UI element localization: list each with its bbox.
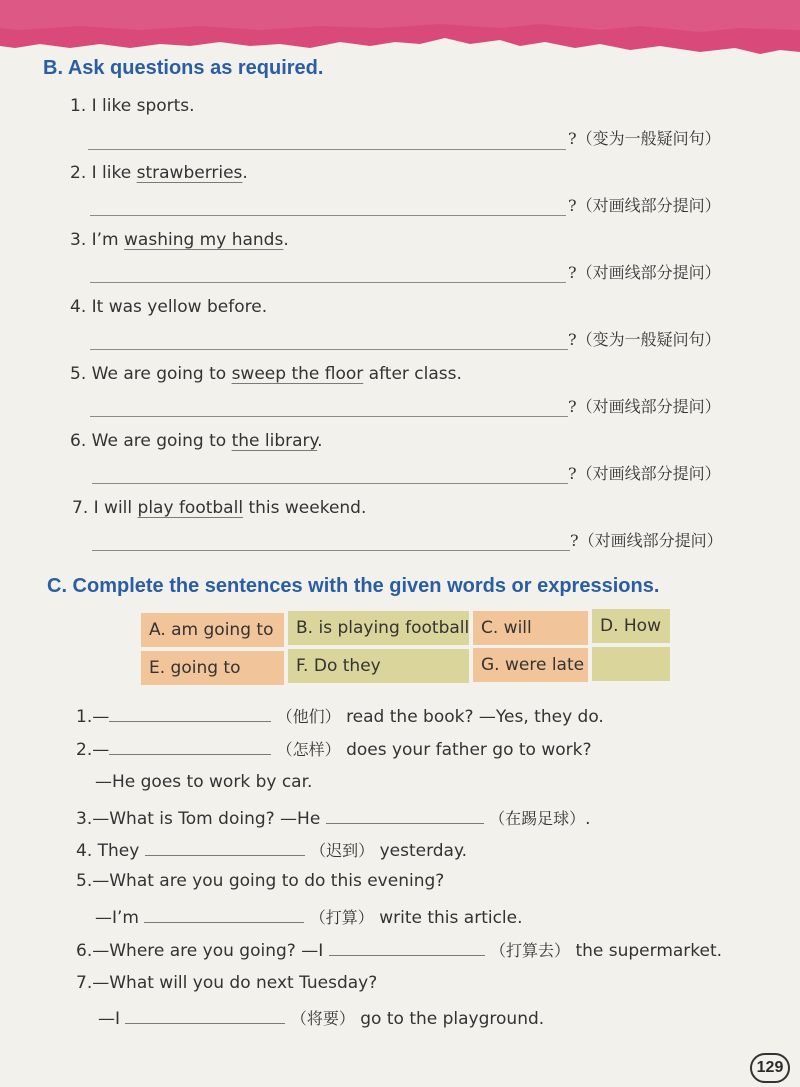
- c-item-4: [76, 838, 467, 861]
- hint-4: ?（变为一般疑问句）: [568, 330, 721, 349]
- item-number: 2.: [70, 163, 87, 183]
- item-number: 7.: [76, 973, 93, 993]
- c-item-7: [76, 973, 377, 993]
- item-text: It was yellow before.: [91, 297, 268, 317]
- item-number: 6.: [76, 941, 93, 961]
- item-text-end: does your father go to work?: [346, 740, 592, 760]
- c-item-3: [76, 806, 591, 829]
- answer-line-3[interactable]: [90, 282, 566, 283]
- item-text: I will: [93, 498, 138, 518]
- underlined-part: washing my hands: [124, 230, 284, 250]
- bank-option-f: F. Do they: [288, 649, 469, 683]
- item-number: 3.: [70, 230, 87, 250]
- b-item-4: [70, 297, 267, 317]
- item-text: I like: [91, 163, 137, 183]
- item-text: I’m: [91, 230, 125, 250]
- item-text-end: this weekend.: [243, 498, 367, 518]
- item-text: —: [92, 707, 110, 727]
- blank-3[interactable]: [326, 822, 484, 824]
- item-text-end: .: [242, 163, 248, 183]
- item-text: —What will you do next Tuesday?: [92, 973, 378, 993]
- chinese-hint: （打算去）: [490, 941, 571, 960]
- underlined-part: play football: [137, 498, 244, 518]
- c-item-2-answer: —He goes to work by car.: [95, 772, 313, 792]
- item-number: 2.: [76, 740, 93, 760]
- item-text-end: read the book? —Yes, they do.: [346, 707, 604, 727]
- item-text: —: [92, 740, 110, 760]
- bank-option-c: C. will: [473, 611, 588, 645]
- page-number: 129: [750, 1053, 790, 1083]
- chinese-hint: （他们）: [276, 707, 341, 726]
- blank-1[interactable]: [109, 720, 271, 722]
- item-number: 1.: [70, 96, 87, 116]
- answer-line-4[interactable]: [90, 349, 568, 350]
- b-item-1: [70, 96, 195, 116]
- chinese-hint: （在踢足球）: [489, 809, 586, 828]
- chinese-hint: （打算）: [309, 908, 374, 927]
- blank-6[interactable]: [329, 954, 485, 956]
- underlined-part: sweep the floor: [231, 364, 364, 384]
- item-text: We are going to: [91, 364, 232, 384]
- c-item-6: [76, 938, 722, 961]
- item-text: —What is Tom doing? —He: [92, 809, 321, 829]
- item-text: We are going to: [91, 431, 232, 451]
- chinese-hint: （迟到）: [310, 841, 375, 860]
- item-text-end: .: [283, 230, 289, 250]
- answer-line-2[interactable]: [90, 215, 566, 216]
- hint-3: ?（对画线部分提问）: [568, 263, 721, 282]
- answer-line-6[interactable]: [92, 483, 568, 484]
- section-c-heading: C. Complete the sentences with the given words or expressions.: [47, 575, 660, 597]
- item-text: —Where are you going? —I: [92, 941, 324, 961]
- chinese-hint: （怎样）: [276, 740, 341, 759]
- c-item-2: [76, 737, 592, 760]
- item-number: 1.: [76, 707, 93, 727]
- b-item-2: [70, 163, 248, 183]
- pink-torn-banner: [0, 0, 800, 60]
- hint-5: ?（对画线部分提问）: [568, 397, 721, 416]
- bank-option-a: A. am going to: [141, 613, 284, 647]
- item-text: They: [97, 841, 140, 861]
- b-item-6: [70, 431, 323, 451]
- c-item-7-answer: [98, 1006, 544, 1029]
- item-text: —I: [98, 1009, 121, 1029]
- blank-2[interactable]: [109, 753, 271, 755]
- item-number: 7.: [72, 498, 89, 518]
- hint-1: ?（变为一般疑问句）: [568, 129, 721, 148]
- item-text: —I’m: [95, 908, 139, 928]
- item-number: 6.: [70, 431, 87, 451]
- b-item-5: [70, 364, 462, 384]
- b-item-3: [70, 230, 289, 250]
- c-item-1: [76, 704, 604, 727]
- item-text-end: yesterday.: [379, 841, 468, 861]
- hint-7: ?（对画线部分提问）: [570, 531, 723, 550]
- bank-option-b: B. is playing football: [288, 611, 469, 645]
- hint-6: ?（对画线部分提问）: [568, 464, 721, 483]
- item-text-end: write this article.: [379, 908, 523, 928]
- bank-option-e: E. going to: [141, 651, 284, 685]
- item-number: 4.: [76, 841, 93, 861]
- item-text-end: the supermarket.: [575, 941, 723, 961]
- chinese-hint: （将要）: [290, 1009, 355, 1028]
- item-text: I like sports.: [91, 96, 195, 116]
- c-item-5-answer: [95, 905, 523, 928]
- underlined-part: the library: [231, 431, 318, 451]
- blank-4[interactable]: [145, 854, 305, 856]
- hint-2: ?（对画线部分提问）: [568, 196, 721, 215]
- underlined-part: strawberries: [136, 163, 243, 183]
- item-number: 3.: [76, 809, 93, 829]
- section-b-heading: B. Ask questions as required.: [43, 57, 324, 79]
- answer-line-7[interactable]: [92, 550, 570, 551]
- bank-option-d: D. How: [592, 609, 670, 643]
- item-text-end: .: [585, 809, 591, 829]
- answer-line-1[interactable]: [88, 149, 566, 150]
- item-text-end: .: [317, 431, 323, 451]
- bank-option-g: G. were late: [473, 648, 588, 682]
- blank-5[interactable]: [144, 921, 304, 923]
- item-text-end: go to the playground.: [360, 1009, 545, 1029]
- item-number: 4.: [70, 297, 87, 317]
- item-text: —What are you going to do this evening?: [92, 871, 445, 891]
- b-item-7: [72, 498, 366, 518]
- blank-7[interactable]: [125, 1022, 285, 1024]
- c-item-5: [76, 871, 444, 891]
- item-number: 5.: [76, 871, 93, 891]
- bank-option-blank: [592, 647, 670, 681]
- item-text-end: after class.: [363, 364, 462, 384]
- answer-line-5[interactable]: [90, 416, 568, 417]
- item-number: 5.: [70, 364, 87, 384]
